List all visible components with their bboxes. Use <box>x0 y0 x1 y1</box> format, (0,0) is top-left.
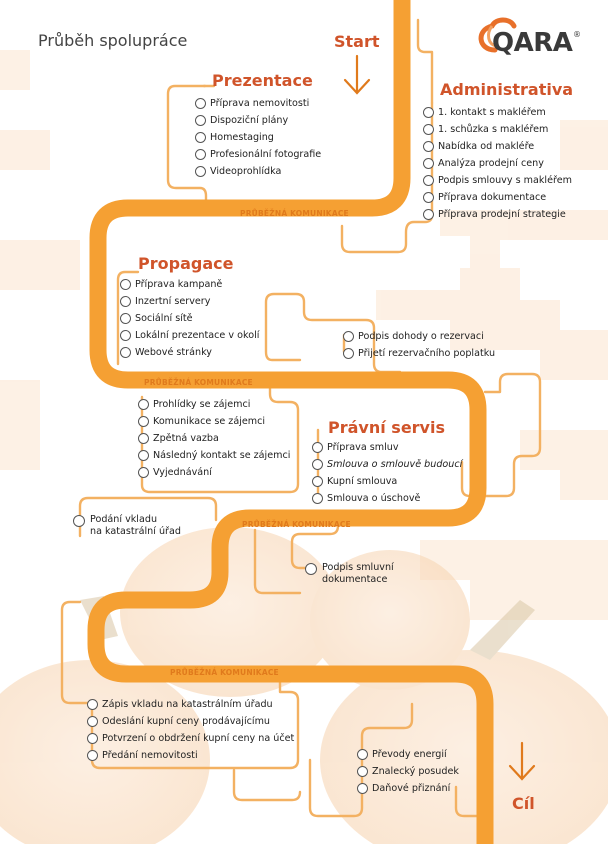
list-item: Profesionální fotografie <box>195 146 321 163</box>
list-item: Videoprohlídka <box>195 163 321 180</box>
start-label: Start <box>334 32 380 51</box>
start-arrow-icon <box>345 56 369 93</box>
list-item: Převody energií <box>357 746 459 763</box>
list-prezentace <box>195 95 321 180</box>
list-item: Dispoziční plány <box>195 112 321 129</box>
list-item: Příprava smluv <box>312 439 462 456</box>
list-item: Daňové přiznání <box>357 780 459 797</box>
list-item: Homestaging <box>195 129 321 146</box>
step-dot-icon <box>357 749 368 760</box>
list-item: Příprava prodejní strategie <box>423 206 572 223</box>
list-item: 1. kontakt s makléřem <box>423 104 572 121</box>
step-dot-icon <box>423 158 434 169</box>
list-item: Přijetí rezervačního poplatku <box>343 345 495 362</box>
list-item: Kupní smlouva <box>312 473 462 490</box>
step-dot-icon <box>312 459 323 470</box>
step-dot-icon <box>120 296 131 307</box>
step-dot-icon <box>312 493 323 504</box>
step-dot-icon <box>87 733 98 744</box>
qara-logo <box>478 24 584 64</box>
list-item: Následný kontakt se zájemci <box>138 447 290 464</box>
step-dot-icon <box>195 149 206 160</box>
list-item: Příprava nemovitosti <box>195 95 321 112</box>
step-dot-icon <box>305 563 317 575</box>
step-dot-icon <box>343 348 354 359</box>
communication-label-1: PRŮBĚŽNÁ KOMUNIKACE <box>240 209 349 218</box>
section-title-prezentace: Prezentace <box>212 71 313 90</box>
communication-label-4: PRŮBĚŽNÁ KOMUNIKACE <box>170 668 279 677</box>
step-dot-icon <box>357 783 368 794</box>
page-title: Průběh spolupráce <box>38 31 188 50</box>
step-podani-vkladu <box>73 514 213 542</box>
step-dot-icon <box>138 433 149 444</box>
registered-mark: ® <box>573 30 581 39</box>
step-dot-icon <box>423 209 434 220</box>
list-item: Nabídka od makléře <box>423 138 572 155</box>
step-dot-icon <box>138 450 149 461</box>
list-prodej <box>138 396 290 481</box>
step-dot-icon <box>312 476 323 487</box>
list-item: Sociální sítě <box>120 310 259 327</box>
communication-label-2: PRŮBĚŽNÁ KOMUNIKACE <box>144 378 253 387</box>
step-dot-icon <box>423 107 434 118</box>
list-item: Předání nemovitosti <box>87 747 294 764</box>
step-dot-icon <box>120 313 131 324</box>
list-item: Znalecký posudek <box>357 763 459 780</box>
list-item: Vyjednávání <box>138 464 290 481</box>
step-label-line1: Podání vkladu <box>90 514 158 525</box>
step-dot-icon <box>195 115 206 126</box>
list-item: Příprava dokumentace <box>423 189 572 206</box>
list-rezervace <box>343 328 495 362</box>
step-dot-icon <box>138 467 149 478</box>
step-dot-icon <box>423 141 434 152</box>
list-propagace <box>120 276 259 361</box>
step-dot-icon <box>87 750 98 761</box>
step-dot-icon <box>312 442 323 453</box>
list-predani <box>87 696 294 764</box>
list-administrativa <box>423 104 572 223</box>
step-dot-icon <box>343 331 354 342</box>
step-podpis-smluvni <box>305 562 425 590</box>
list-item: 1. schůzka s makléřem <box>423 121 572 138</box>
step-dot-icon <box>138 416 149 427</box>
list-item: Potvrzení o obdržení kupní ceny na účet <box>87 730 294 747</box>
step-dot-icon <box>120 279 131 290</box>
list-item: Příprava kampaně <box>120 276 259 293</box>
step-dot-icon <box>195 166 206 177</box>
step-dot-icon <box>120 330 131 341</box>
step-dot-icon <box>423 192 434 203</box>
step-dot-icon <box>423 124 434 135</box>
step-label-line2: dokumentace <box>322 574 388 585</box>
step-dot-icon <box>87 699 98 710</box>
list-pravni-servis <box>312 439 462 507</box>
logo-text: QARA <box>492 28 573 58</box>
end-label: Cíl <box>512 794 535 813</box>
list-item: Odeslání kupní ceny prodávajícímu <box>87 713 294 730</box>
section-title-pravni-servis: Právní servis <box>328 418 445 437</box>
list-item: Komunikace se zájemci <box>138 413 290 430</box>
step-dot-icon <box>120 347 131 358</box>
list-item: Inzertní servery <box>120 293 259 310</box>
list-item: Smlouva o smlouvě budoucí <box>312 456 462 473</box>
section-title-propagace: Propagace <box>138 254 234 273</box>
list-item: Zápis vkladu na katastrálním úřadu <box>87 696 294 713</box>
list-zaver <box>357 746 459 797</box>
step-dot-icon <box>73 515 85 527</box>
step-dot-icon <box>423 175 434 186</box>
step-dot-icon <box>195 132 206 143</box>
list-item: Prohlídky se zájemci <box>138 396 290 413</box>
list-item: Webové stránky <box>120 344 259 361</box>
communication-label-3: PRŮBĚŽNÁ KOMUNIKACE <box>242 520 351 529</box>
list-item: Podpis dohody o rezervaci <box>343 328 495 345</box>
step-label-line1: Podpis smluvní <box>322 562 394 573</box>
list-item: Zpětná vazba <box>138 430 290 447</box>
step-dot-icon <box>138 399 149 410</box>
list-item: Analýza prodejní ceny <box>423 155 572 172</box>
list-item: Podpis smlouvy s makléřem <box>423 172 572 189</box>
step-dot-icon <box>87 716 98 727</box>
list-item: Lokální prezentace v okolí <box>120 327 259 344</box>
section-title-administrativa: Administrativa <box>440 80 574 99</box>
step-dot-icon <box>195 98 206 109</box>
step-dot-icon <box>357 766 368 777</box>
step-label-line2: na katastrální úřad <box>90 526 181 537</box>
list-item: Smlouva o úschově <box>312 490 462 507</box>
